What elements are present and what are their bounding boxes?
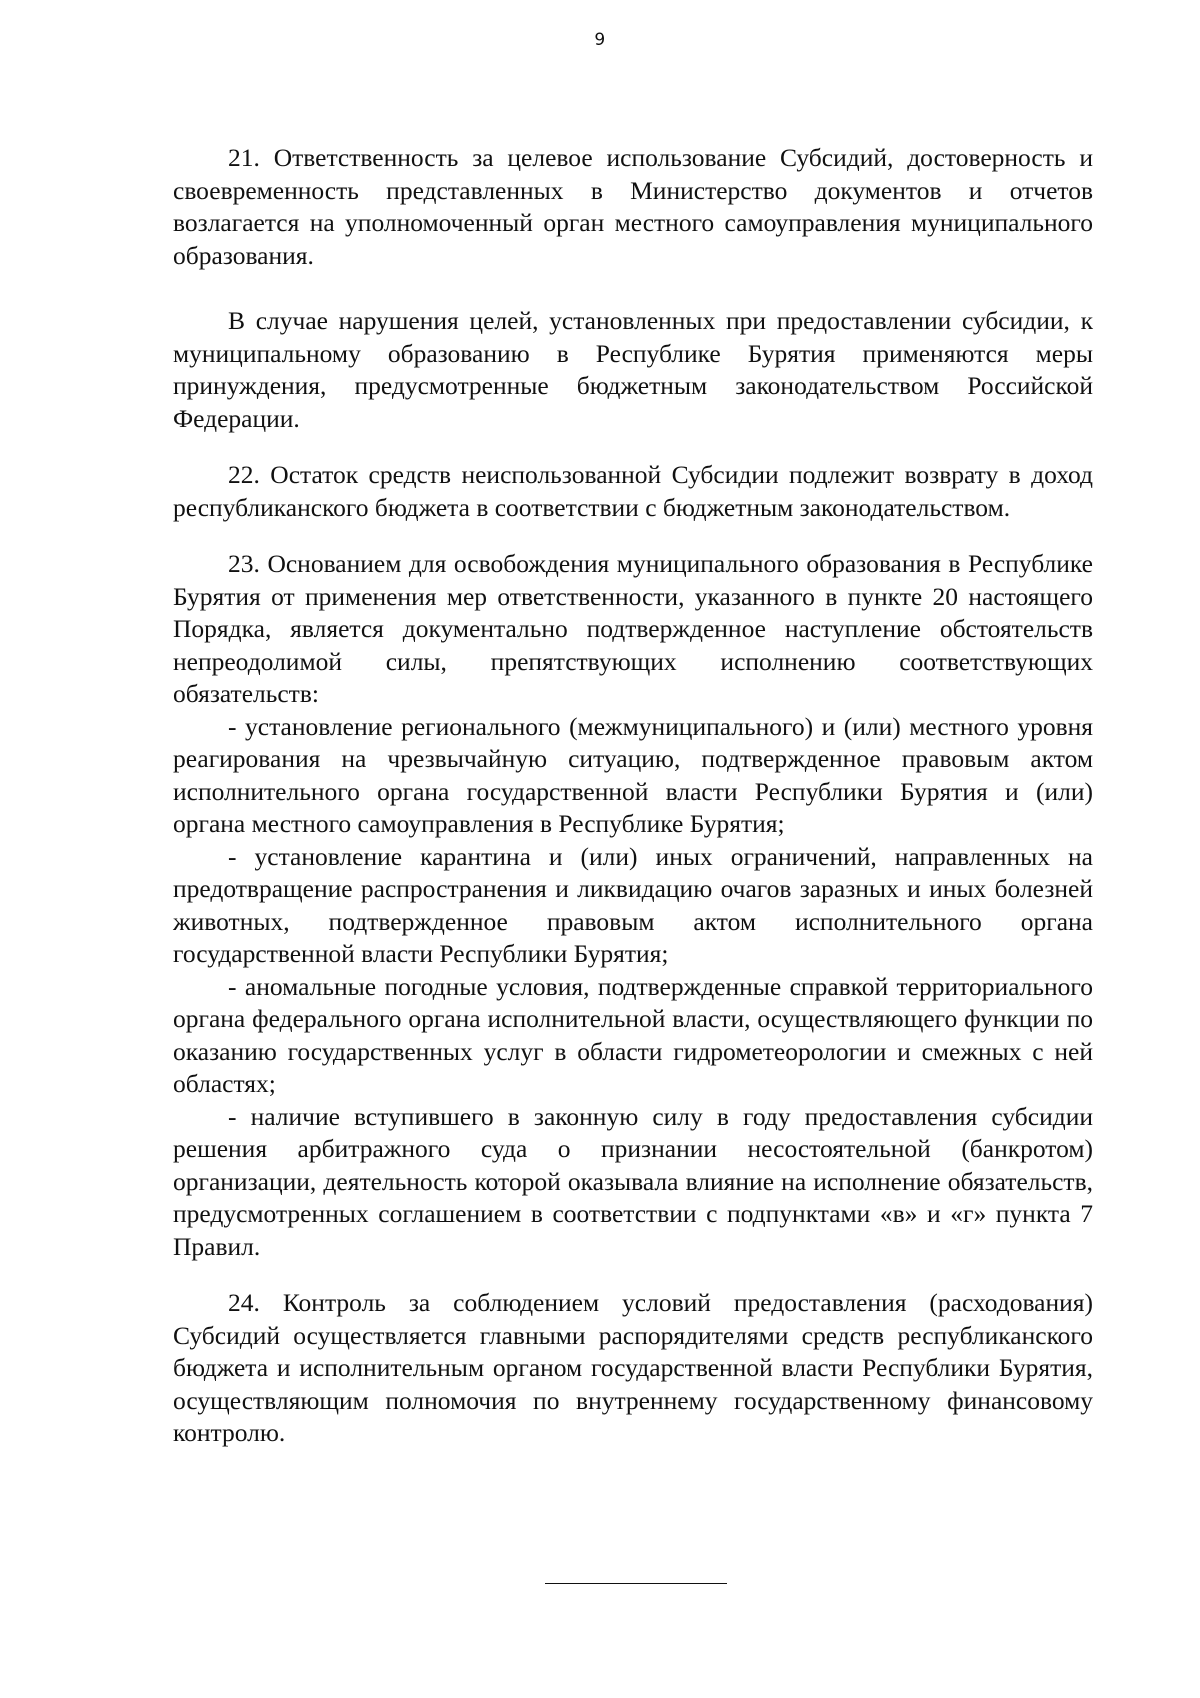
- list-item-weather: - аномальные погодные условия, подтвержденные справкой территориального органа федерального органа исполнительной власти, осуществляющего функции по оказанию государственных услуг в области гидрометеорологии и смежных с ней областях;: [173, 971, 1093, 1098]
- list-item-emergency: - установление регионального (межмуниципального) и (или) местного уровня реагирования на чрезвычайную ситуацию, подтвержденное правовым актом исполнительного органа государственной власти Республики Бурятия и (или) органа местного самоуправления в Республике Бурятия;: [173, 711, 1093, 838]
- end-separator-line: [545, 1583, 727, 1584]
- paragraph-24: 24. Контроль за соблюдением условий предоставления (расходования) Субсидий осуществляется главными распорядителями средств республиканского бюджета и исполнительным органом государственной власти Республики Бурятия, осуществляющим полномочия по внутреннему государственному финансовому контролю.: [173, 1288, 1093, 1447]
- list-item-bankruptcy: - наличие вступившего в законную силу в году предоставления субсидии решения арбитражного суда о признании несостоятельной (банкротом) организации, деятельность которой оказывала влияние на исполнение обязательств, предусмотренных соглашением в соответствии с подпунктами «в» и «г» пункта 7 Правил.: [173, 1101, 1093, 1261]
- paragraph-22: 22. Остаток средств неиспользованной Субсидии подлежит возврату в доход республиканского бюджета в соответствии с бюджетным законодательством.: [173, 460, 1093, 522]
- paragraph-21: 21. Ответственность за целевое использование Субсидий, достоверность и своевременность представленных в Министерство документов и отчетов возлагается на уполномоченный орган местного самоуправления муниципального образования.: [173, 143, 1093, 270]
- list-item-quarantine: - установление карантина и (или) иных ограничений, направленных на предотвращение распространения и ликвидацию очагов заразных и иных болезней животных, подтвержденное правовым актом исполнительного органа государственной власти Республики Бурятия;: [173, 841, 1093, 968]
- page-number: 9: [594, 30, 606, 50]
- paragraph-violation: В случае нарушения целей, установленных при предоставлении субсидии, к муниципальному образованию в Республике Бурятия применяются меры принуждения, предусмотренные бюджетным законодательством Российской Федерации.: [173, 306, 1093, 433]
- paragraph-23: 23. Основанием для освобождения муниципального образования в Республике Бурятия от применения мер ответственности, указанного в пункте 20 настоящего Порядка, является документально подтвержденное наступление обстоятельств непреодолимой силы, препятствующих исполнению соответствующих обязательств:: [173, 549, 1093, 708]
- document-body: [173, 142, 1093, 1450]
